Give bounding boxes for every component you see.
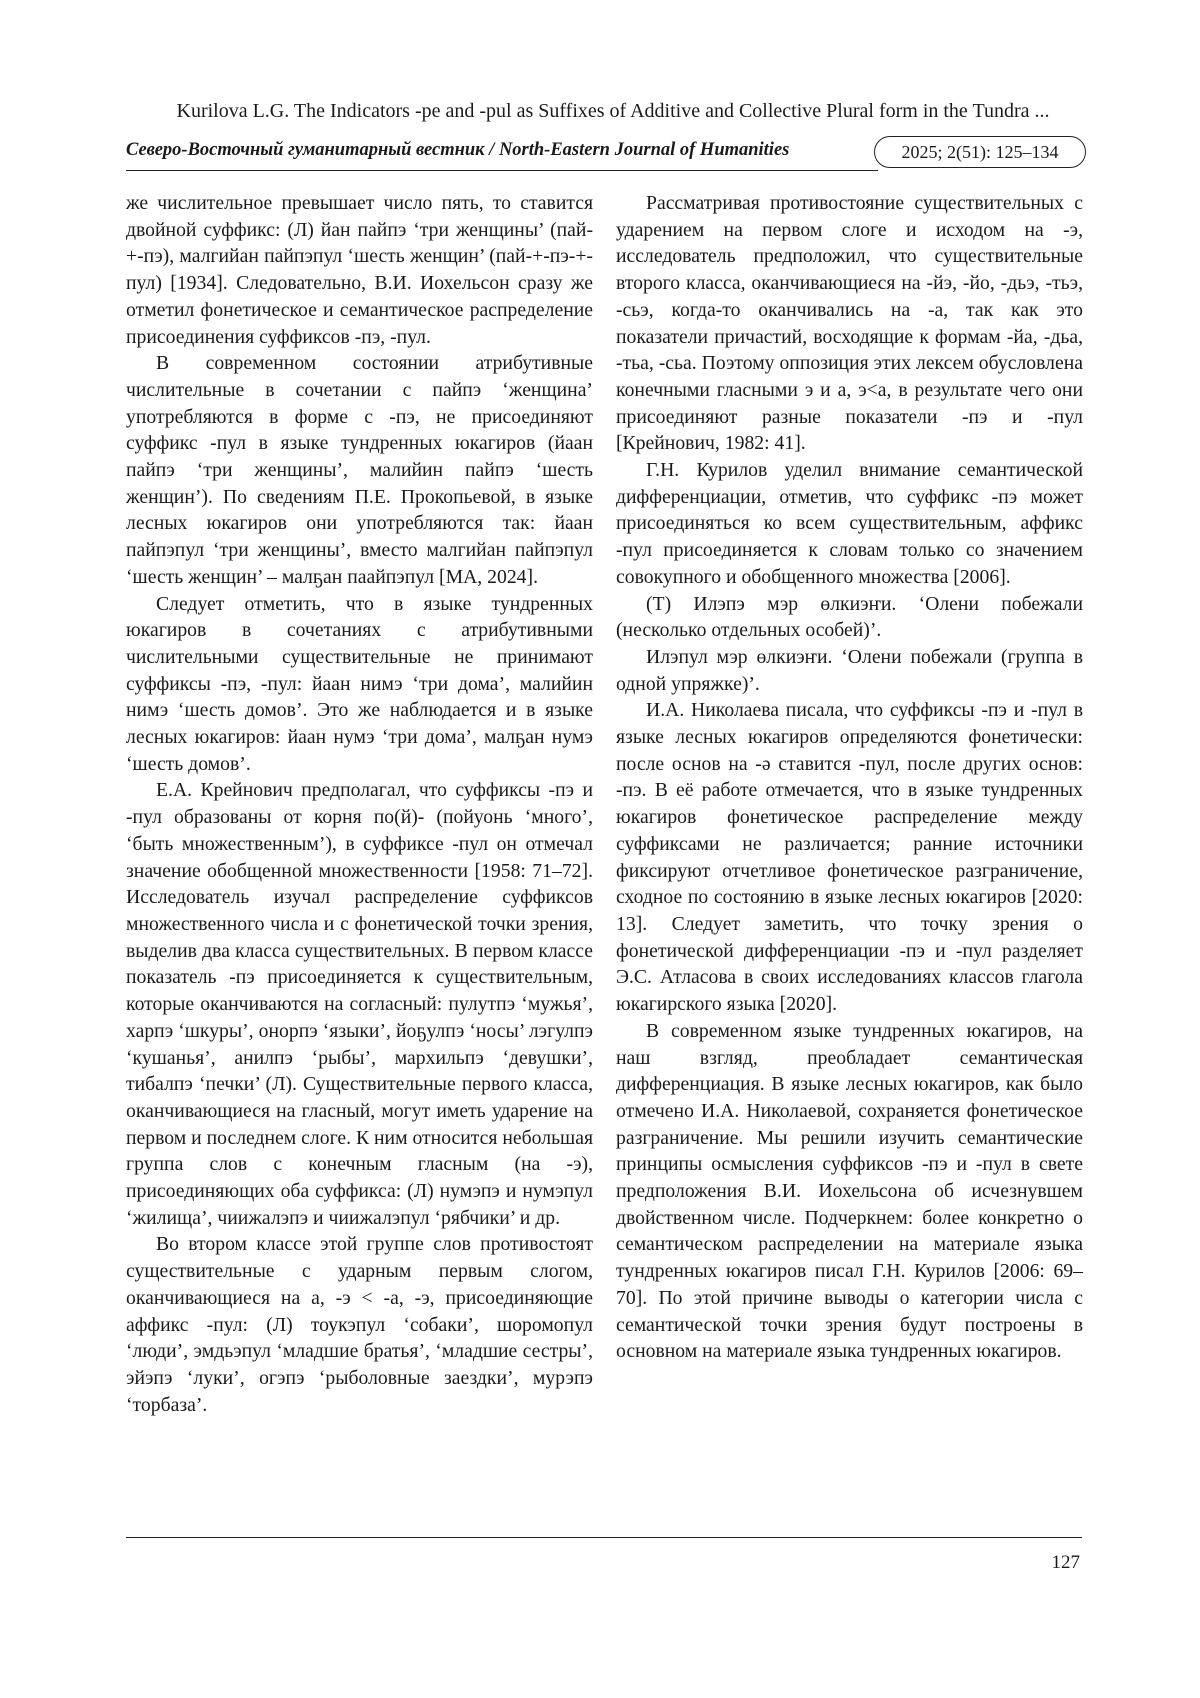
journal-header <box>126 138 1086 172</box>
paragraph: Рассматривая противостояние существительных с ударением на первом слоге и исходом на -э, исследователь предположил, что существительные второго класса, оканчивающиеся на -йэ, -йо, -дьэ, -тьэ, -сьэ, когда-то оканчивались на -а, так как это показатели причастий, восходящие к формам -йа, -дьа, -тьа, -сьа. Поэтому оппозиция этих лексем обусловлена конечными гласными э и а, э<а, в результате чего они присоединяют разные показатели -пэ и -пул [Крейнович, 1982: 41]. <box>616 192 1083 455</box>
paragraph: В современном языке тундренных юкагиров, на наш взгляд, преобладает семантическая дифференциация. В языке лесных юкагиров, как было отмечено И.А. Николаевой, сохраняется фонетическое разграничение. Мы решили изучить семантические принципы осмысления суффиксов -пэ и -пул в свете предположения В.И. Иохельсона об исчезнувшем двойственном числе. Подчеркнем: более конкретно о семантическом распределении на материале языка тундренных юкагиров писал Г.Н. Курилов [2006: 69–70]. По этой причине выводы о категории числа с семантической точки зрения будут построены в основном на материале языка тундренных юкагиров. <box>616 1019 1083 1363</box>
footer-rule <box>126 1537 1082 1538</box>
right-column <box>616 190 1083 1365</box>
running-title: Kurilova L.G. The Indicators -pe and -pul as Suffixes of Additive and Collective Plural form in the Tundra ... <box>176 100 1050 122</box>
issue-badge: 2025; 2(51): 125–134 <box>874 136 1086 168</box>
paragraph: Г.Н. Курилов уделил внимание семантической дифференциации, отметив, что суффикс -пэ может присоединяться ко всем существительным, аффикс -пул присоединяется к словам только со значением совокупного и обобщенного множества [2006]. <box>616 459 1083 588</box>
left-column <box>126 190 593 1418</box>
header-rule <box>126 170 878 171</box>
paragraph: В современном состоянии атрибутивные числительные в сочетании с пайпэ ‘женщина’ употребляются в форме с -пэ, не присоединяют суффикс -пул в языке тундренных юкагиров (йаан пайпэ ‘три женщины’, малийин пайпэ ‘шесть женщин’). По сведениям П.Е. Прокопьевой, в языке лесных юкагиров они употребляются так: йаан пайпэпул ‘три женщины’, вместо малгийан пайпэпул ‘шесть женщин’ – малҕан паайпэпул [МА, 2024]. <box>126 352 593 588</box>
paragraph: Во втором классе этой группе слов противостоят существительные с ударным первым слогом, оканчивающиеся на а, -э < -а, -э, присоединяющие аффикс -пул: (Л) тоукэпул ‘собаки’, шоромопул ‘люди’, эмдьэпул ‘младшие братья’, ‘младшие сестры’, эйэпэ ‘луки’, огэпэ ‘рыболовные заездки’, мурэпэ ‘торбаза’. <box>126 1233 593 1416</box>
paragraph: Следует отметить, что в языке тундренных юкагиров в сочетаниях с атрибутивными числительными существительные не принимают суффиксы -пэ, -пул: йаан нимэ ‘три дома’, малийин нимэ ‘шесть домов’. Это же наблюдается и в языке лесных юкагиров: йаан нумэ ‘три дома’, малҕан нумэ ‘шесть домов’. <box>126 592 593 775</box>
paragraph: Е.А. Крейнович предполагал, что суффиксы -пэ и -пул образованы от корня по(й)- (пойуонь ‘много’, ‘быть множественным’), в суффиксе -пул он отмечал значение обобщенной множественности [1958: 71–72]. Исследователь изучал распределение суффиксов множественного числа и с фонетической точки зрения, выделив два класса существительных. В первом классе показатель -пэ присоединяется к существительным, которые оканчиваются на согласный: пулутпэ ‘мужья’, харпэ ‘шкуры’, онорпэ ‘языки’, йоҕулпэ ‘носы’ лэгулпэ ‘кушанья’, анилпэ ‘рыбы’, мархильпэ ‘девушки’, тибалпэ ‘печки’ (Л). Существительные первого класса, оканчивающиеся на гласный, могут иметь ударение на первом и последнем слоге. К ним относится небольшая группа слов с конечным гласным (на -э), присоединяющих оба суффикса: (Л) нумэпэ и нумэпул ‘жилища’, чиижалэпэ и чиижалэпул ‘рябчики’ и др. <box>126 779 594 1229</box>
example-sentence: (Т) Илэпэ мэр өлкиэҥи. ‘Олени побежали (несколько отдельных особей)’. <box>616 592 1083 642</box>
paragraph: же числительное превышает число пять, то ставится двойной суффикс: (Л) йан пайпэ ‘три женщины’ (пай-+-пэ), малгийан пайпэпул ‘шесть женщин’ (пай-+-пэ-+-пул) [1934]. Следовательно, В.И. Иохельсон сразу же отметил фонетическое и семантическое распределение присоединения суффиксов -пэ, -пул. <box>126 192 593 348</box>
journal-name: Северо-Восточный гуманитарный вестник / North-Eastern Journal of Humanities <box>126 140 790 160</box>
paragraph: И.А. Николаева писала, что суффиксы -пэ и -пул в языке лесных юкагиров определяются фонетически: после основ на -ә ставится -пул, после других основ: -пэ. В её работе отмечается, что в языке тундренных юкагиров фонетическое распределение между суффиксами не различается; ранние источники фиксируют отчетливое фонетическое разграничение, сходное по состоянию в языке лесных юкагиров [2020: 13]. Следует заметить, что точку зрения о фонетической дифференциации -пэ и -пул разделяет Э.С. Атласова в своих исследованиях классов глагола юкагирского языка [2020]. <box>616 699 1083 1016</box>
example-sentence: Илэпул мэр өлкиэҥи. ‘Олени побежали (группа в одной упряжке)’. <box>616 645 1083 695</box>
page-number: 127 <box>1051 1552 1080 1573</box>
